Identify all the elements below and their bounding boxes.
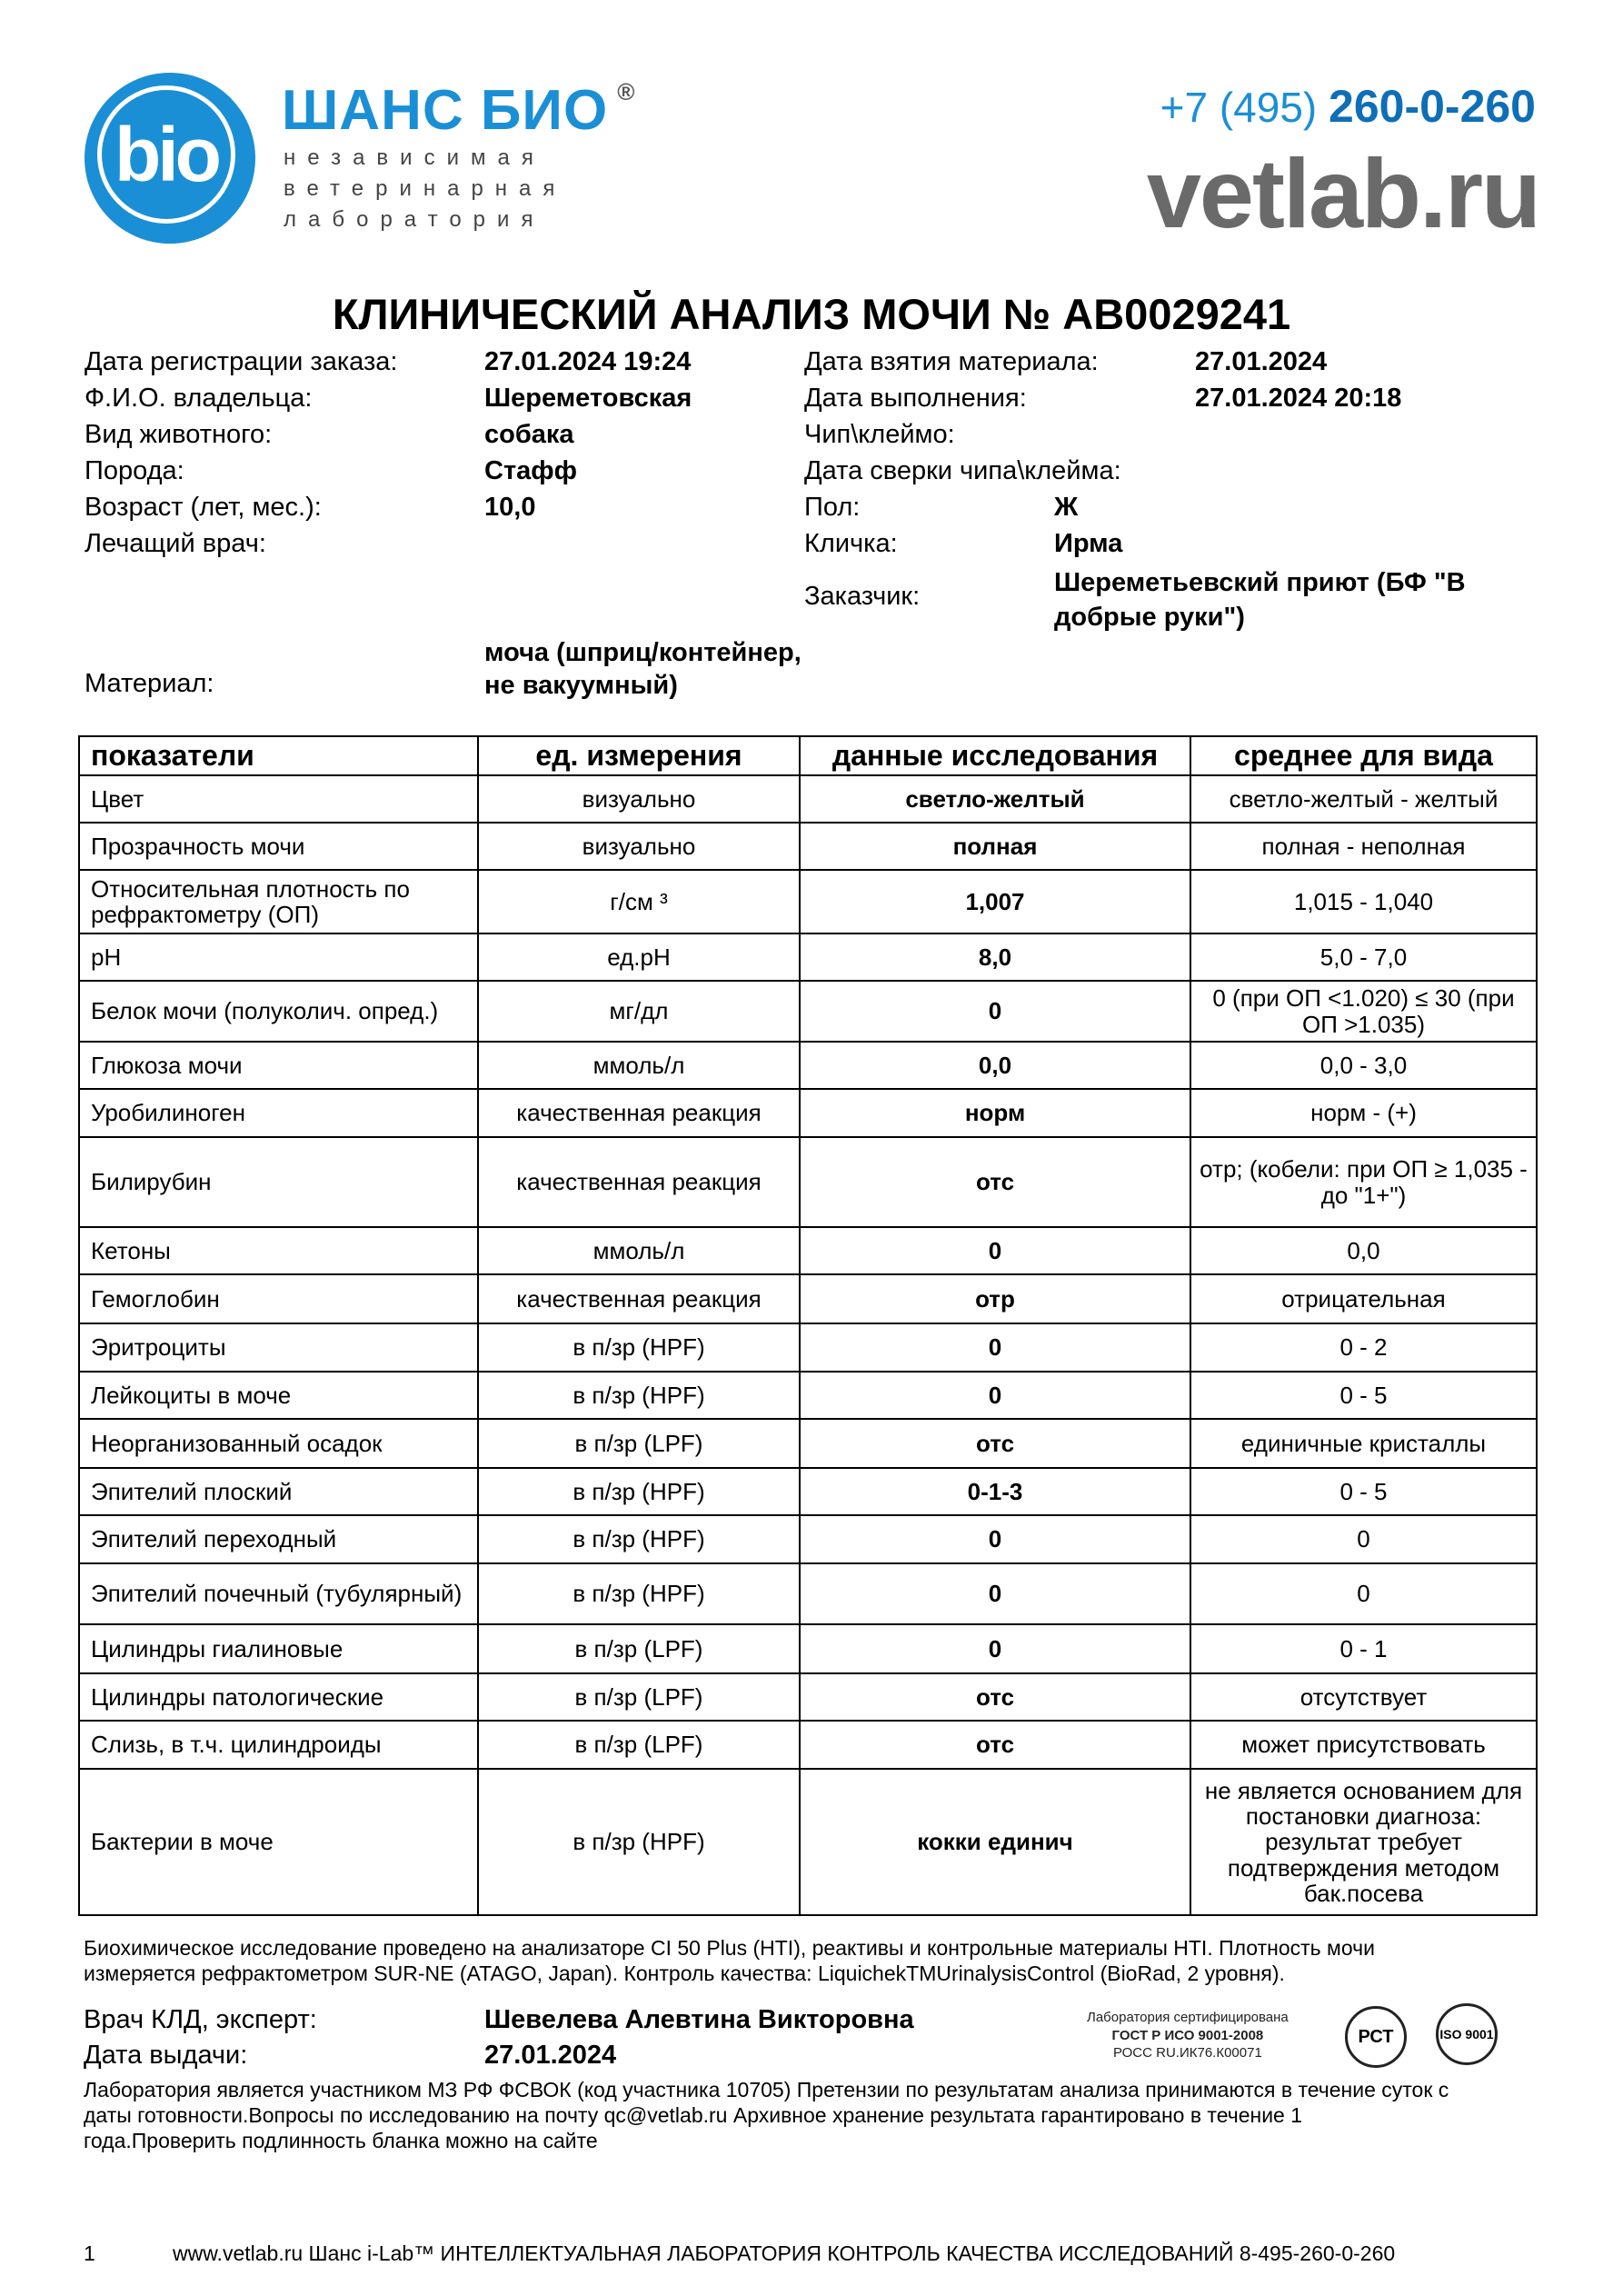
table-row xyxy=(79,1042,1537,1089)
parameter-cell: Гемоглобин xyxy=(79,1274,478,1323)
parameter-cell: Эпителий плоский xyxy=(79,1468,478,1515)
parameter-cell: Эпителий переходный xyxy=(79,1515,478,1563)
table-row xyxy=(79,933,1537,981)
result-cell: 0 xyxy=(800,981,1190,1042)
unit-cell: ед.pH xyxy=(478,933,800,981)
info-label: Кличка: xyxy=(804,529,898,558)
info-label: Возраст (лет, мес.): xyxy=(85,493,322,522)
method-note: Биохимическое исследование проведено на анализаторе CI 50 Plus (HTI), реактивы и контрольные материалы HTI. Плотность мочи xyxy=(84,1936,1375,1960)
table-row xyxy=(79,1323,1537,1372)
table-row xyxy=(79,1089,1537,1137)
table-row xyxy=(79,1372,1537,1419)
reference-cell: 0 (при ОП <1.020) ≤ 30 (при ОП >1.035) xyxy=(1190,981,1537,1042)
table-row xyxy=(79,1515,1537,1563)
parameter-cell: Цилиндры патологические xyxy=(79,1673,478,1721)
table-header xyxy=(79,736,1537,775)
unit-cell: в п/зр (HPF) xyxy=(478,1468,800,1515)
issue-date: 27.01.2024 xyxy=(484,2041,617,2070)
info-label: Дата взятия материала: xyxy=(804,347,1099,376)
result-cell: отс xyxy=(800,1137,1190,1227)
reference-cell: отрицательная xyxy=(1190,1274,1537,1323)
reference-cell: 1,015 - 1,040 xyxy=(1190,870,1537,933)
col-header: среднее для вида xyxy=(1190,736,1537,775)
table-row xyxy=(79,1769,1537,1915)
unit-cell: ммоль/л xyxy=(478,1227,800,1274)
reference-cell: 0 - 1 xyxy=(1190,1624,1537,1673)
info-label: Чип\клеймо: xyxy=(804,420,955,449)
info-value: Шереметовская xyxy=(484,384,692,413)
info-label: Дата регистрации заказа: xyxy=(85,347,398,376)
parameter-cell: Прозрачность мочи xyxy=(79,823,478,870)
parameter-cell: pH xyxy=(79,933,478,981)
reference-cell: 0 - 5 xyxy=(1190,1468,1537,1515)
unit-cell: качественная реакция xyxy=(478,1274,800,1323)
table-row xyxy=(79,1563,1537,1624)
result-cell: 0 xyxy=(800,1624,1190,1673)
tagline: независимая xyxy=(284,145,545,170)
info-label: Вид животного: xyxy=(85,420,273,449)
unit-cell: г/см ³ xyxy=(478,870,800,933)
result-cell: кокки единич xyxy=(800,1769,1190,1915)
results-table xyxy=(78,735,1538,1916)
unit-cell: визуально xyxy=(478,823,800,870)
method-note: измеряется рефрактометром SUR-NE (ATAGO, Japan). Контроль качества: LiquichekTMUrinalysisControl (BioRad, 2 уровня). xyxy=(84,1962,1285,1985)
page-number: 1 xyxy=(84,2241,95,2265)
table-row xyxy=(79,1419,1537,1468)
reference-cell: 0 - 5 xyxy=(1190,1372,1537,1419)
col-header: показатели xyxy=(79,736,478,775)
result-cell: отс xyxy=(800,1419,1190,1468)
info-value: собака xyxy=(484,420,574,449)
info-label: Заказчик: xyxy=(804,582,921,611)
iso-seal-icon: ISO 9001 xyxy=(1436,2003,1498,2065)
doctor-label: Врач КЛД, эксперт: xyxy=(84,2005,317,2034)
bio-logo: bio xyxy=(85,73,255,244)
unit-cell: мг/дл xyxy=(478,981,800,1042)
info-value: 10,0 xyxy=(484,493,536,522)
parameter-cell: Уробилиноген xyxy=(79,1089,478,1137)
info-label: Порода: xyxy=(85,456,184,485)
parameter-cell: Цилиндры гиалиновые xyxy=(79,1624,478,1673)
unit-cell: качественная реакция xyxy=(478,1089,800,1137)
col-header: данные исследования xyxy=(800,736,1190,775)
reference-cell: норм - (+) xyxy=(1190,1089,1537,1137)
rst-mark-icon: РСТ xyxy=(1345,2006,1407,2068)
parameter-cell: Слизь, в т.ч. цилиндроиды xyxy=(79,1721,478,1769)
table-row xyxy=(79,981,1537,1042)
unit-cell: качественная реакция xyxy=(478,1137,800,1227)
page-title: КЛИНИЧЕСКИЙ АНАЛИЗ МОЧИ № AB0029241 xyxy=(332,290,1291,338)
issue-date-label: Дата выдачи: xyxy=(84,2041,248,2070)
result-cell: отс xyxy=(800,1721,1190,1769)
brand-name: ШАНС БИО ® xyxy=(282,78,636,142)
tagline: лаборатория xyxy=(284,207,545,232)
parameter-cell: Лейкоциты в моче xyxy=(79,1372,478,1419)
parameter-cell: Билирубин xyxy=(79,1137,478,1227)
reference-cell: 5,0 - 7,0 xyxy=(1190,933,1537,981)
table-row xyxy=(79,775,1537,823)
result-cell: 0 xyxy=(800,1323,1190,1372)
table-row xyxy=(79,1673,1537,1721)
parameter-cell: Глюкоза мочи xyxy=(79,1042,478,1089)
reference-cell: полная - неполная xyxy=(1190,823,1537,870)
parameter-cell: Неорганизованный осадок xyxy=(79,1419,478,1468)
reference-cell: не является основанием для постановки диагноза: результат требует подтверждения методом бак.посева xyxy=(1190,1769,1537,1915)
info-value: 27.01.2024 19:24 xyxy=(484,347,692,376)
reference-cell: отсутствует xyxy=(1190,1673,1537,1721)
result-cell: 1,007 xyxy=(800,870,1190,933)
table-row xyxy=(79,1468,1537,1515)
unit-cell: в п/зр (LPF) xyxy=(478,1673,800,1721)
unit-cell: в п/зр (HPF) xyxy=(478,1563,800,1624)
certification-text: Лаборатория сертифицирована ГОСТ Р ИСО 9001-2008 РОСС RU.ИК76.К00071 xyxy=(1087,2010,1289,2061)
info-label: Пол: xyxy=(804,493,861,522)
result-cell: 0 xyxy=(800,1227,1190,1274)
parameter-cell: Относительная плотность по рефрактометру (ОП) xyxy=(79,870,478,933)
reference-cell: единичные кристаллы xyxy=(1190,1419,1537,1468)
table-row xyxy=(79,1274,1537,1323)
unit-cell: в п/зр (HPF) xyxy=(478,1372,800,1419)
info-label: Ф.И.О. владельца: xyxy=(85,384,313,413)
result-cell: 0 xyxy=(800,1563,1190,1624)
table-row xyxy=(79,1624,1537,1673)
parameter-cell: Эпителий почечный (тубулярный) xyxy=(79,1563,478,1624)
result-cell: норм xyxy=(800,1089,1190,1137)
info-value: 27.01.2024 20:18 xyxy=(1195,384,1402,413)
reference-cell: 0 - 2 xyxy=(1190,1323,1537,1372)
col-header: ед. измерения xyxy=(478,736,800,775)
disclaimer: даты готовности.Вопросы по исследованию на почту qc@vetlab.ru Архивное хранение результата гарантировано в течение 1 xyxy=(84,2103,1303,2127)
material-value: моча (шприц/контейнер, не вакуумный) xyxy=(484,638,802,700)
table-row xyxy=(79,1227,1537,1274)
result-cell: отс xyxy=(800,1673,1190,1721)
result-cell: 0 xyxy=(800,1372,1190,1419)
info-value: 27.01.2024 xyxy=(1195,347,1328,376)
reference-cell: отр; (кобели: при ОП ≥ 1,035 - до "1+") xyxy=(1190,1137,1537,1227)
material-label: Материал: xyxy=(85,669,214,698)
reference-cell: 0 xyxy=(1190,1515,1537,1563)
table-row xyxy=(79,870,1537,933)
result-cell: отр xyxy=(800,1274,1190,1323)
parameter-cell: Цвет xyxy=(79,775,478,823)
parameter-cell: Бактерии в моче xyxy=(79,1769,478,1915)
result-cell: полная xyxy=(800,823,1190,870)
reference-cell: 0,0 - 3,0 xyxy=(1190,1042,1537,1089)
tagline: ветеринарная xyxy=(284,176,567,201)
footer-text: www.vetlab.ru Шанс i-Lab™ ИНТЕЛЛЕКТУАЛЬНАЯ ЛАБОРАТОРИЯ КОНТРОЛЬ КАЧЕСТВА ИССЛЕДОВАНИЙ 8-495-260-0-260 xyxy=(173,2241,1396,2265)
parameter-cell: Эритроциты xyxy=(79,1323,478,1372)
table-row xyxy=(79,1721,1537,1769)
reference-cell: светло-желтый - желтый xyxy=(1190,775,1537,823)
disclaimer: Лаборатория является участником МЗ РФ ФСВОК (код участника 10705) Претензии по результатам анализа принимаются в течение суток с xyxy=(84,2078,1449,2101)
unit-cell: в п/зр (HPF) xyxy=(478,1323,800,1372)
result-cell: 0 xyxy=(800,1515,1190,1563)
doctor-name: Шевелева Алевтина Викторовна xyxy=(484,2005,914,2034)
info-value: Ирма xyxy=(1054,529,1123,558)
reference-cell: может присутствовать xyxy=(1190,1721,1537,1769)
disclaimer: года.Проверить подлинность бланка можно на сайте xyxy=(84,2129,598,2152)
result-cell: 8,0 xyxy=(800,933,1190,981)
reference-cell: 0,0 xyxy=(1190,1227,1537,1274)
reference-cell: 0 xyxy=(1190,1563,1537,1624)
unit-cell: ммоль/л xyxy=(478,1042,800,1089)
info-label: Дата выполнения: xyxy=(804,384,1027,413)
unit-cell: в п/зр (HPF) xyxy=(478,1769,800,1915)
parameter-cell: Белок мочи (полуколич. опред.) xyxy=(79,981,478,1042)
unit-cell: в п/зр (LPF) xyxy=(478,1419,800,1468)
info-label: Дата сверки чипа\клейма: xyxy=(804,456,1121,485)
unit-cell: в п/зр (LPF) xyxy=(478,1624,800,1673)
result-cell: 0-1-3 xyxy=(800,1468,1190,1515)
table-row xyxy=(79,823,1537,870)
unit-cell: визуально xyxy=(478,775,800,823)
parameter-cell: Кетоны xyxy=(79,1227,478,1274)
info-label: Лечащий врач: xyxy=(85,529,266,558)
result-cell: 0,0 xyxy=(800,1042,1190,1089)
info-value: Ж xyxy=(1054,493,1079,522)
info-value: Стафф xyxy=(484,456,578,485)
unit-cell: в п/зр (LPF) xyxy=(478,1721,800,1769)
unit-cell: в п/зр (HPF) xyxy=(478,1515,800,1563)
phone: +7 (495) 260-0-260 xyxy=(1160,81,1536,132)
site-logo: vetlab.ru xyxy=(1146,138,1539,248)
result-cell: светло-желтый xyxy=(800,775,1190,823)
info-value: Шереметьевский приют (БФ "В добрые руки") xyxy=(1054,568,1466,632)
table-row xyxy=(79,1137,1537,1227)
